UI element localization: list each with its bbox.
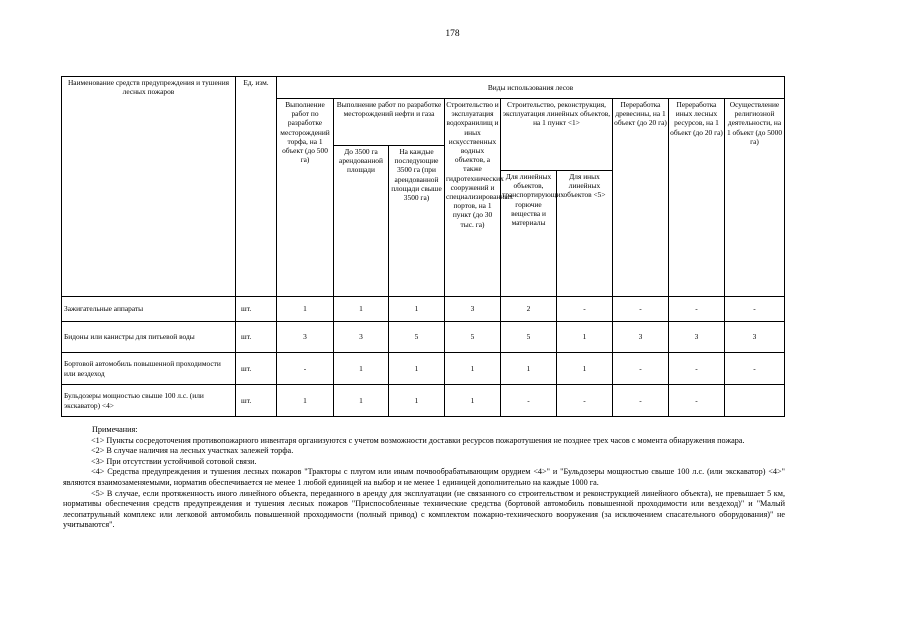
cell-value: 3	[445, 297, 501, 322]
header-linear-group: Строительство, реконструкция, эксплуатация линейных объектов, на 1 пункт <1>	[501, 99, 613, 171]
cell-value: 1	[277, 297, 334, 322]
header-row-1	[62, 77, 785, 99]
row-unit: шт.	[236, 322, 277, 353]
note-2: <2> В случае наличия на лесных участках залежей торфа.	[91, 446, 294, 456]
notes-title: Примечания:	[92, 425, 138, 434]
header-oil-b: На каждые последующие 3500 га (при арендованной площади свыше 3500 га)	[389, 146, 445, 297]
header-forest-resources: Переработка иных лесных ресурсов, на 1 объект (до 20 га)	[669, 99, 725, 297]
note-4: <4> Средства предупреждения и тушения лесных пожаров "Тракторы с плугом или иным почвообрабатывающим орудием <4>" и "Бульдозеры мощностью свыше 100 л.с. (или экскаватор) <4>" являются взаимозаменяемыми, норматив обеспечивается не менее 1 любой единицей на выбор и не менее 1 единицей дополнительно на каждые 1000 га.	[63, 467, 785, 487]
row-name: Бидоны или канистры для питьевой воды	[62, 322, 236, 353]
cell-value: 1	[445, 353, 501, 385]
cell-value: -	[725, 353, 785, 385]
cell-value: 1	[557, 353, 613, 385]
cell-value: 3	[613, 322, 669, 353]
cell-value: 2	[501, 297, 557, 322]
header-oil-a: До 3500 га арендованной площади	[334, 146, 389, 297]
cell-value: -	[669, 385, 725, 417]
cell-value: -	[557, 385, 613, 417]
cell-value: 5	[389, 322, 445, 353]
header-water: Строительство и эксплуатация водохранилищ и иных искусственных водных объектов, а также гидротехнических сооружений и специализированных портов, на 1 пункт (до 30 тыс. га)	[445, 99, 501, 297]
row-name: Бортовой автомобиль повышенной проходимости или вездеход	[62, 353, 236, 385]
cell-value: -	[725, 297, 785, 322]
note-1: <1> Пункты сосредоточения противопожарного инвентаря организуются с учетом возможности доставки ресурсов пожаротушения не позднее трех часов с момента обнаружения пожара.	[91, 435, 745, 445]
notes-section	[63, 425, 785, 531]
cell-value: 1	[277, 385, 334, 417]
cell-value: 1	[557, 322, 613, 353]
equipment-norms-table	[61, 76, 785, 417]
row-unit: шт.	[236, 297, 277, 322]
header-unit: Ед. изм.	[236, 77, 277, 297]
header-oil-group: Выполнение работ по разработке месторождений нефти и газа	[334, 99, 445, 146]
header-wood: Переработка древесины, на 1 объект (до 20 га)	[613, 99, 669, 297]
cell-value: 3	[277, 322, 334, 353]
cell-value: -	[613, 353, 669, 385]
cell-value: 3	[669, 322, 725, 353]
table-row	[62, 353, 785, 385]
page-number: 178	[445, 29, 460, 39]
cell-value: 3	[725, 322, 785, 353]
header-name: Наименование средств предупреждения и тушения лесных пожаров	[62, 77, 236, 297]
row-name: Бульдозеры мощностью свыше 100 л.с. (или экскаватор) <4>	[62, 385, 236, 417]
note-3: <3> При отсутствии устойчивой сотовой связи.	[91, 456, 257, 466]
cell-value: 1	[389, 385, 445, 417]
cell-value: 1	[445, 385, 501, 417]
cell-value: -	[501, 385, 557, 417]
cell-value: -	[669, 297, 725, 322]
cell-value: -	[277, 353, 334, 385]
cell-value: 1	[501, 353, 557, 385]
cell-value	[725, 385, 785, 417]
row-unit: шт.	[236, 385, 277, 417]
table-row	[62, 385, 785, 417]
header-linear-a: Для линейных объектов, транспортирующих горючие вещества и материалы	[501, 171, 557, 297]
header-linear-b: Для иных линейных объектов <5>	[557, 171, 613, 297]
cell-value: 5	[445, 322, 501, 353]
row-unit: шт.	[236, 353, 277, 385]
cell-value: 1	[334, 353, 389, 385]
cell-value: -	[613, 297, 669, 322]
cell-value: 1	[389, 297, 445, 322]
header-group-title: Виды использования лесов	[277, 77, 785, 99]
cell-value: 1	[389, 353, 445, 385]
header-peat: Выполнение работ по разработке месторождений торфа, на 1 объект (до 500 га)	[277, 99, 334, 297]
cell-value: 3	[334, 322, 389, 353]
cell-value: 5	[501, 322, 557, 353]
cell-value: 1	[334, 385, 389, 417]
cell-value: -	[669, 353, 725, 385]
cell-value: 1	[334, 297, 389, 322]
header-religious: Осуществление религиозной деятельности, на 1 объект (до 5000 га)	[725, 99, 785, 297]
row-name: Зажигательные аппараты	[62, 297, 236, 322]
note-5: <5> В случае, если протяженность иного линейного объекта, переданного в аренду для эксплуатации (не связанного со строительством и реконструкцией линейного объекта), не превышает 5 км, нормативы обеспечения средств предупреждения и тушения лесных пожаров "Приспособленные технические средства (бортовой автомобиль повышенной проходимости или вездеход)" и "Малый лесопатрульный комплекс или легковой автомобиль повышенной проходимости (полный привод) с комплектом пожарно-технического вооружения (за исключением спасательного оборудования)" не учитываются".	[63, 488, 785, 530]
cell-value: -	[557, 297, 613, 322]
table-row	[62, 297, 785, 322]
cell-value: -	[613, 385, 669, 417]
table-row	[62, 322, 785, 353]
